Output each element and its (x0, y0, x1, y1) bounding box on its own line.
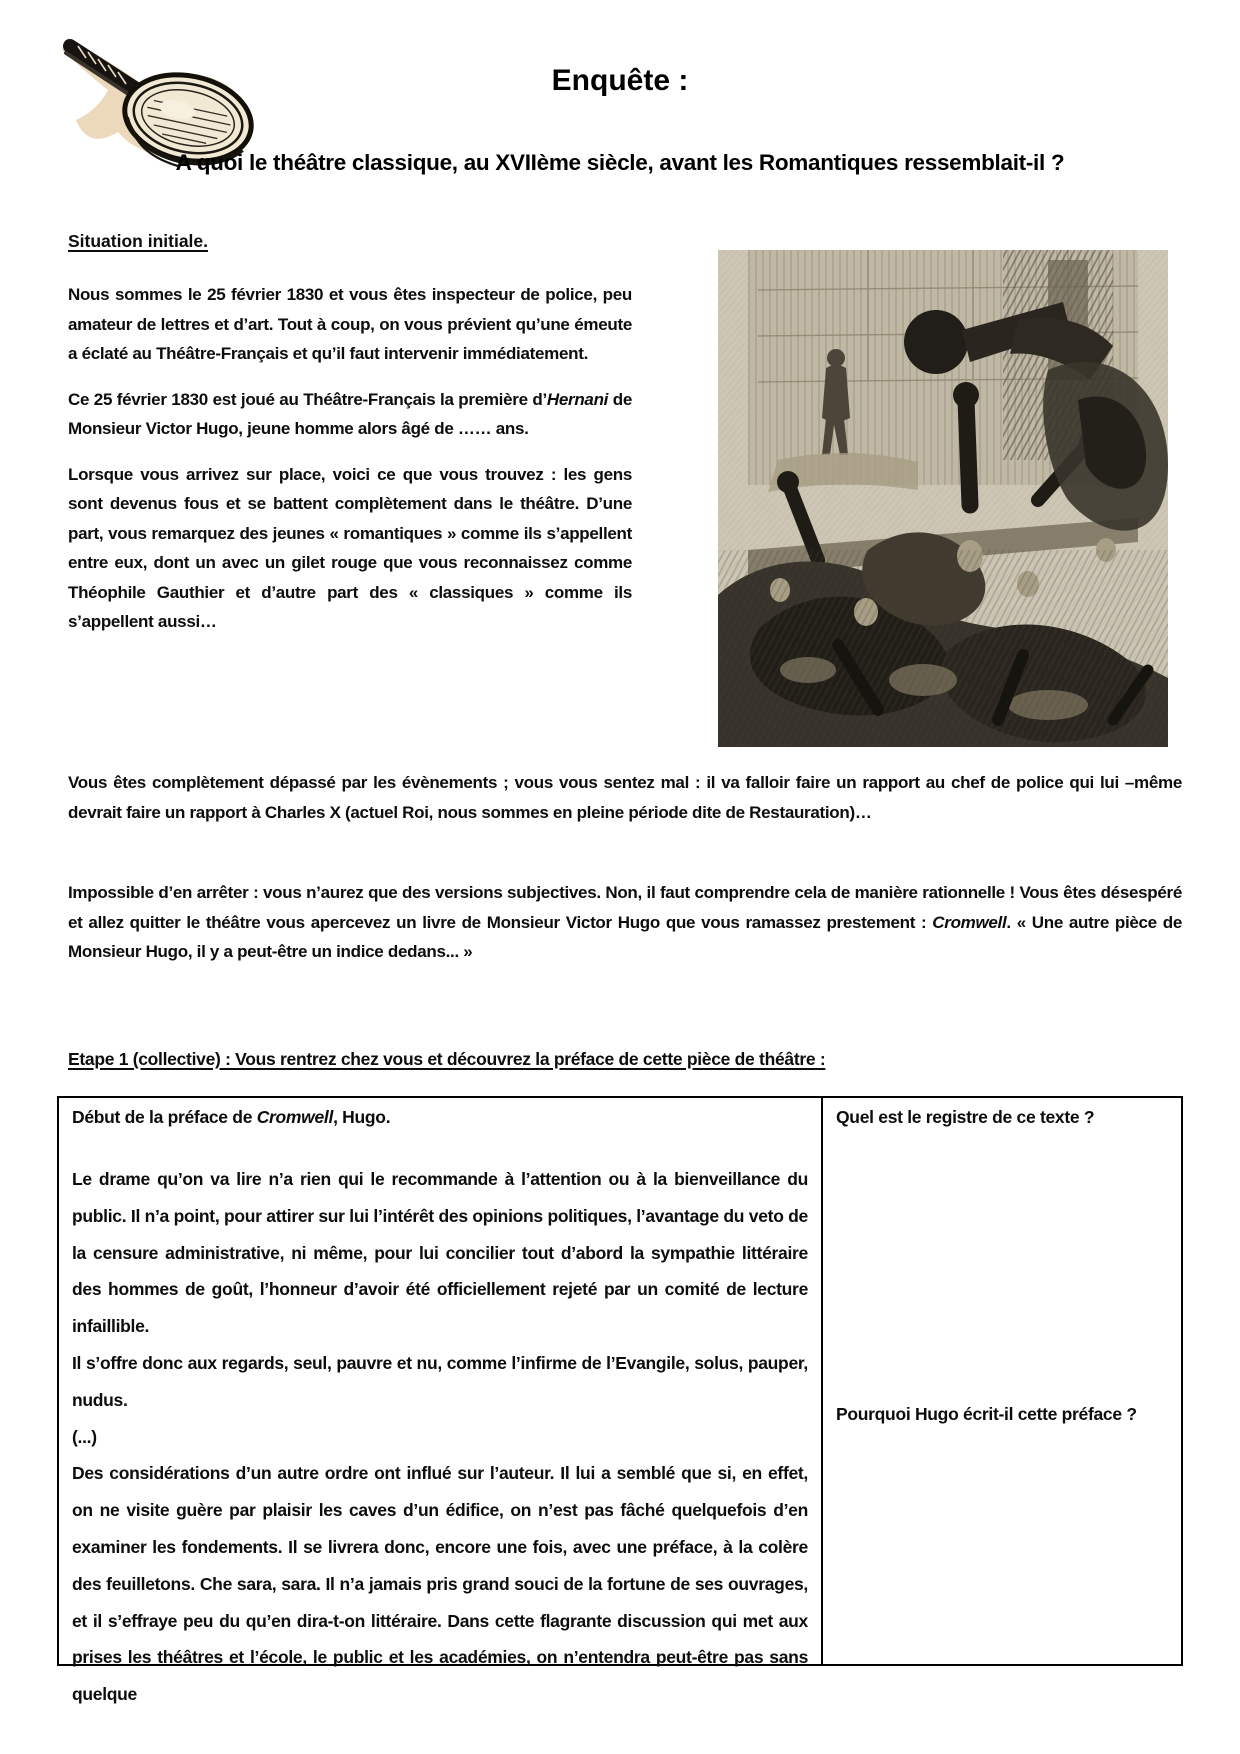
situation-paragraph-3: Lorsque vous arrivez sur place, voici ce que vous trouvez : les gens sont devenus fous et se battent complètement dans le théâtre. D’une part, vous remarquez des jeunes « romantiques » comme ils s’appellent entre eux, dont un avec un gilet rouge que vous reconnaissez comme Théophile Gauthier et d’autre part des « classiques » comme ils s’appellent aussi… (68, 464, 632, 631)
situation-heading: Situation initiale. (68, 231, 209, 251)
question-pourquoi: Pourquoi Hugo écrit-il cette préface ? (836, 1404, 1137, 1424)
question-registre: Quel est le registre de ce texte ? (836, 1107, 1095, 1127)
left-header-end: , Hugo. (333, 1107, 391, 1127)
page-title: Enquête : (551, 64, 689, 97)
left-header-text: Début de la préface de (72, 1107, 257, 1127)
situation-paragraph-5 (68, 878, 1182, 967)
situation-paragraph-4: Vous êtes complètement dépassé par les évènements ; vous vous sentez mal : il va falloir faire un rapport au chef de police qui lui –même devrait faire un rapport à Charles X (actuel Roi, nous sommes en pleine période dite de Restauration)… (68, 773, 1182, 822)
situation-left-column (68, 280, 632, 653)
preface-paragraph-3: Des considérations d’un autre ordre ont influé sur l’auteur. Il lui a semblé que si, en effet, on ne visite guère par plaisir les caves d’un édifice, on n’est pas fâché quelquefois d’en examiner les fondements. Il se livrera donc, encore une fois, avec une préface, à la colère des feuilletons. Che sara, sara. Il n’a jamais pris grand souci de la fortune de ses ouvrages, et il s’effraye peu du qu’en dira-t-on littéraire. Dans cette flagrante discussion qui met aux prises les théâtres et l’école, le public et les académies, on n’entendra peut-être pas sans quelque (72, 1463, 808, 1705)
hernani-title: Hernani (546, 389, 609, 409)
etape1-heading: Etape 1 (collective) : Vous rentrez chez vous et découvrez la préface de cette pièce de théâtre : (68, 1049, 826, 1069)
situation-p5-text: Impossible d’en arrêter : vous n’aurez que des versions subjectives. Non, il faut comprendre cela de manière rationnelle ! Vous êtes désespéré et allez quitter le théâtre vous apercevez un livre de Monsieur Victor Hugo que vous ramassez prestement : (68, 883, 1182, 932)
hernani-riot-engraving (718, 250, 1168, 747)
situation-paragraph-1: Nous sommes le 25 février 1830 et vous êtes inspecteur de police, peu amateur de lettres et d’art. Tout à coup, on vous prévient qu’une émeute a éclaté au Théâtre-Français et qu’il faut intervenir immédiatement. (68, 285, 632, 363)
preface-table-left-header (72, 1107, 808, 1128)
preface-table-left-cell (59, 1098, 823, 1705)
situation-p5-end: . « Une autre pièce de Monsieur Hugo, il y a peut-être un indice dedans... » (68, 912, 1182, 961)
page-subtitle: A quoi le théâtre classique, au XVIIème siècle, avant les Romantiques ressemblait-il ? (175, 150, 1065, 175)
situation-paragraph-2 (68, 385, 632, 444)
preface-text (72, 1161, 808, 1713)
preface-table (57, 1096, 1183, 1705)
preface-paragraph-1: Le drame qu’on va lire n’a rien qui le recommande à l’attention ou à la bienveillance du public. Il n’a point, pour attirer sur lui l’intérêt des opinions politiques, l’avantage du veto de la censure administrative, ni même, pour lui concilier tout d’abord la sympathie littéraire des hommes de goût, l’honneur d’avoir été officiellement rejeté par un comité de lecture infaillible. (72, 1169, 808, 1337)
preface-table-right-cell (823, 1098, 1181, 1664)
left-header-cromwell: Cromwell (256, 1107, 334, 1127)
preface-ellipsis: (...) (72, 1426, 97, 1447)
preface-paragraph-2: Il s’offre donc aux regards, seul, pauvre et nu, comme l’infirme de l’Evangile, solus, pauper, nudus. (72, 1352, 808, 1410)
cromwell-title: Cromwell (932, 912, 1007, 932)
situation-p2-end: de Monsieur Victor Hugo, jeune homme alors âgé de …… ans. (68, 389, 632, 438)
situation-p2-text: Ce 25 février 1830 est joué au Théâtre-Français la première d’ (68, 389, 547, 409)
